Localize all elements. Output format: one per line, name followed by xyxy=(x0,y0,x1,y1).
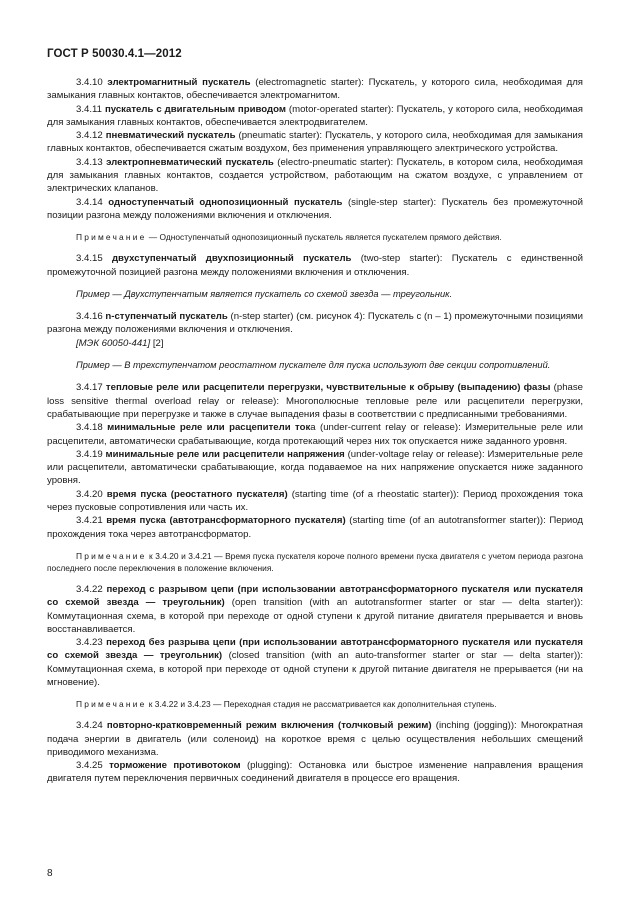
definition-3-4-23 xyxy=(47,636,583,689)
definition-3-4-18 xyxy=(47,421,583,448)
definition-3-4-25 xyxy=(47,759,583,786)
clause-number: 3.4.17 xyxy=(76,382,103,394)
definition-3-4-24 xyxy=(47,719,583,759)
term: тепловые реле или расцепители перегрузки, чувствительные к обрыву (выпадению) фазы xyxy=(105,382,551,394)
clause-number: 3.4.14 xyxy=(76,196,103,208)
clause-number: 3.4.25 xyxy=(76,760,103,772)
term: торможение противотоком xyxy=(109,760,241,772)
reference-source: [МЭК 60050-441] xyxy=(76,337,151,349)
definition-3-4-16 xyxy=(47,310,583,337)
note-label: Примечание xyxy=(76,550,147,561)
page-number: 8 xyxy=(47,868,53,879)
term: повторно-кратковременный режим включения (толчковый режим) xyxy=(106,720,432,732)
definition-text: (motor-operated starter): Пускатель, у которого сила, необходимая для замыкания главных контактов, обеспечивается электродвигателем. xyxy=(47,103,584,128)
term: одноступенчатый однопозиционный пускатель xyxy=(108,196,343,208)
definition-text: (inching (jogging)): Многократная подача энергии в двигатель (или соленоид) на короткое время с целью осуществления небольших смещений приводимого механизма. xyxy=(47,720,583,758)
clause-number: 3.4.18 xyxy=(76,422,103,434)
term: переход без разрыва цепи (при использовании автотрансформаторного пускателя или пускателя со схемой звезда — треугольник) xyxy=(47,637,583,662)
definition-text: (open transition (with an autotransformer starter or star — delta starter)): Коммутационная схема, в которой при переходе от одной ступени к другой питание двигателя прерывается и вновь восстанавливается. xyxy=(47,597,583,635)
clause-number: 3.4.13 xyxy=(76,156,103,168)
note-text: к 3.4.20 и 3.4.21 — Время пуска пускателя короче полного времени пуска двигателя с учетом периода разгона последнего после переключения в положение включения. xyxy=(47,550,583,573)
definition-text: (starting time (of an autotransformer starter)): Период прохождения тока через автотрансформатор. xyxy=(47,515,584,540)
definition-3-4-12 xyxy=(47,129,583,156)
term: время пуска (реостатного пускателя) xyxy=(106,488,288,500)
reference-3-4-16 xyxy=(47,337,583,350)
term: n-ступенчатый пускатель xyxy=(105,311,228,323)
definition-3-4-22 xyxy=(47,583,583,636)
example-3-4-15: Пример — Двухступенчатым является пускатель со схемой звезда — треугольник. xyxy=(76,288,453,299)
definition-3-4-10 xyxy=(47,76,583,103)
clause-number: 3.4.11 xyxy=(76,103,102,115)
clause-number: 3.4.15 xyxy=(76,253,103,265)
note-3-4-14 xyxy=(47,231,583,243)
definition-3-4-15 xyxy=(47,252,583,279)
definition-text: (phase loss sensitive thermal overload relay or release): Многополюсные тепловые реле или расцепители перегрузки, срабатывающие при перегрузке и также в случае выпадения фазы в соответствии с предписанными требованиями. xyxy=(47,382,583,420)
document-header: ГОСТ Р 50030.4.1—2012 xyxy=(47,48,182,60)
note-text: — Одноступенчатый однопозиционный пускатель является пускателем прямого действия. xyxy=(146,232,502,243)
term: время пуска (автотрансформаторного пускателя) xyxy=(106,515,346,527)
definition-3-4-14 xyxy=(47,196,583,223)
definition-text: (plugging): Остановка или быстрое изменение направления вращения двигателя путем переключения первичных соединений двигателя в процессе его вращения. xyxy=(47,760,584,785)
clause-number: 3.4.23 xyxy=(76,637,103,649)
clause-number: 3.4.20 xyxy=(76,488,103,500)
term: пускатель с двигательным приводом xyxy=(104,103,286,115)
note-label: Примечание xyxy=(76,699,147,710)
definition-3-4-20 xyxy=(47,488,583,515)
term: пневматический пускатель xyxy=(105,130,236,142)
definition-3-4-19 xyxy=(47,448,583,488)
definition-text: (starting time (of a rheostatic starter)): Период прохождения тока через пусковые сопротивления или часть их. xyxy=(47,488,583,514)
definition-3-4-21 xyxy=(47,514,583,541)
term: минимальные реле или расцепители ток xyxy=(107,422,311,434)
clause-number: 3.4.10 xyxy=(76,77,103,88)
definition-text: (single-step starter): Пускатель без промежуточной позиции разгона между положениями включения и отключения. xyxy=(47,196,584,221)
clause-number: 3.4.22 xyxy=(76,583,103,595)
note-label: Примечание xyxy=(76,232,147,243)
term: электропневматический пускатель xyxy=(106,156,274,168)
definition-text: (pneumatic starter): Пускатель, у которого сила, необходимая для замыкания главных контактов, обеспечивается сжатым воздухом, без применения управляющего электрического устройства. xyxy=(47,130,583,155)
definition-text: (two-step starter): Пускатель с единственной промежуточной позицией разгона между положениями включения и отключения. xyxy=(47,253,584,278)
clause-number: 3.4.12 xyxy=(76,130,103,142)
note-3-4-22-23 xyxy=(47,698,583,710)
term: электромагнитный пускатель xyxy=(107,77,251,88)
note-text: к 3.4.22 и 3.4.23 — Переходная стадия не рассматривается как дополнительная ступень. xyxy=(146,699,497,710)
term: минимальные реле или расцепители напряжения xyxy=(105,448,345,460)
clause-number: 3.4.21 xyxy=(76,515,103,527)
definition-text: а (under-current relay or release): Измерительные реле или расцепители, автоматически срабатывающие, когда протекающий через них ток опускается ниже заданного уровня. xyxy=(47,422,583,447)
term: двухступенчатый двухпозиционный пускатель xyxy=(111,253,352,265)
clause-number: 3.4.16 xyxy=(76,311,103,323)
clause-number: 3.4.24 xyxy=(76,720,103,732)
definition-text: (closed transition (with an auto-transformer starter or star — delta starter)): Коммутационная схема, в которой при переходе от одной ступени к другой питание двигателя не прерывается (ни на мгновение). xyxy=(47,650,583,688)
definition-text: (n-step starter) (см. рисунок 4): Пускатель с (n – 1) промежуточными позициями разгона между положениями включения и отключения. xyxy=(47,311,583,336)
example-3-4-16: Пример — В трехступенчатом реостатном пускателе для пуска используют две секции сопротивлений. xyxy=(76,360,551,371)
definition-text: (electro-pneumatic starter): Пускатель, в котором сила, необходимая для замыкания главных контактов, создается устройством, работающим на сжатом воздухе, с управлением от электрических клапанов. xyxy=(47,156,584,195)
definition-text: (under-voltage relay or release): Измерительные реле или расцепители, автоматически срабатывающие, когда подаваемое на них напряжение опускается ниже заданного уровня. xyxy=(47,448,584,487)
definition-3-4-13 xyxy=(47,156,583,196)
term: переход с разрывом цепи (при использовании автотрансформаторного пускателя или пускателя со схемой звезда — треугольник) xyxy=(47,583,583,609)
definition-3-4-11 xyxy=(47,103,583,130)
note-3-4-20-21 xyxy=(47,550,583,574)
reference-number: [2] xyxy=(150,337,164,349)
definition-3-4-17 xyxy=(47,381,583,421)
clause-number: 3.4.19 xyxy=(76,448,103,460)
document-body xyxy=(47,76,583,786)
definition-text: (electromagnetic starter): Пускатель, у которого сила, необходимая для замыкания главных контактов, обеспечивается электромагнитом. xyxy=(47,77,583,102)
